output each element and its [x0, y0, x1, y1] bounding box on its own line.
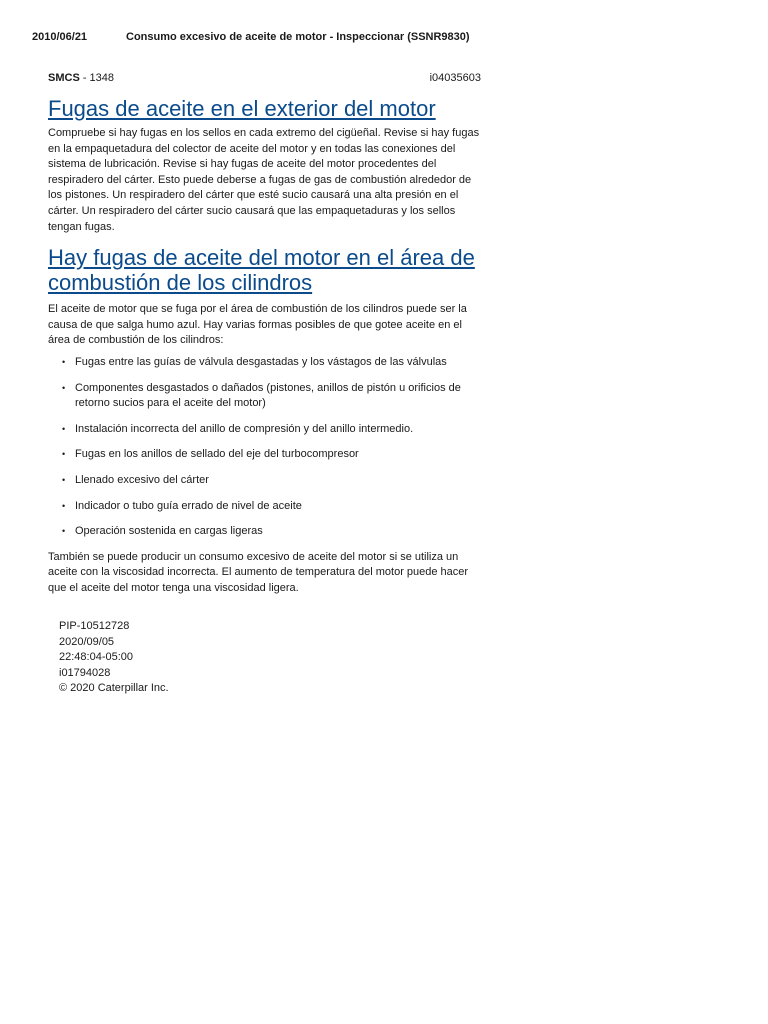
list-item-text: Indicador o tubo guía errado de nivel de aceite: [75, 499, 302, 512]
list-item: [62, 381, 481, 412]
section-closing-text: También se puede producir un consumo excesivo de aceite del motor si se utiliza un aceite con la viscosidad incorrecta. El aumento de temperatura del motor puede hacer que el aceite del motor tenga una viscosidad ligera.: [48, 550, 469, 594]
section-title-combustion-leaks[interactable]: Hay fugas de aceite del motor en el área de combustión de los cilindros: [48, 245, 475, 296]
list-item: [62, 422, 481, 438]
footer-id: i01794028: [59, 666, 111, 679]
footer-copyright: © 2020 Caterpillar Inc.: [59, 682, 169, 694]
smcs-value: - 1348: [79, 72, 115, 84]
footer-date: 2020/09/05: [59, 635, 115, 648]
bullet-icon: •: [62, 449, 66, 460]
list-item-text: Fugas entre las guías de válvula desgastadas y los vástagos de las válvulas: [75, 355, 447, 368]
document-content: [48, 71, 481, 596]
list-item: [62, 355, 481, 371]
bullet-icon: •: [62, 500, 66, 511]
causes-list: [48, 355, 481, 540]
header-date: 2010/06/21: [32, 31, 88, 43]
document-id: i04035603: [429, 72, 481, 84]
list-item: [62, 499, 481, 515]
list-item-text: Llenado excesivo del cárter: [75, 473, 209, 486]
list-item-text: Instalación incorrecta del anillo de compresión y del anillo intermedio.: [75, 422, 414, 435]
bullet-icon: •: [62, 474, 66, 485]
bullet-icon: •: [62, 423, 66, 434]
section-body-external-leaks: Compruebe si hay fugas en los sellos en cada extremo del cigüeñal. Revise si hay fugas en la empaquetadura del colector de aceite del motor y en todas las conexiones del sistema de lubricación. Revise si hay fugas de aceite del motor procedentes del respiradero del cárter. Esto puede deberse a fugas de gas de combustión alrededor de los pistones. Un respiradero del cárter que esté sucio causará una alta presión en el cárter. Un respiradero del cárter sucio causará que las empaquetaduras y los sellos tengan fugas.: [48, 127, 480, 233]
list-item-text: Componentes desgastados o dañados (pistones, anillos de pistón u orificios de retorno sucios para el aceite del motor): [75, 381, 461, 410]
list-item: [62, 447, 481, 463]
list-item-text: Fugas en los anillos de sellado del eje del turbocompresor: [75, 448, 359, 461]
section-title-external-leaks[interactable]: Fugas de aceite en el exterior del motor: [48, 96, 436, 121]
bullet-icon: •: [62, 382, 66, 393]
list-item: [62, 524, 481, 540]
header-title: Consumo excesivo de aceite de motor - Inspeccionar (SSNR9830): [126, 31, 470, 43]
footer-info: [59, 619, 169, 697]
smcs-code: [48, 71, 114, 85]
bullet-icon: •: [62, 526, 66, 537]
page-header: [32, 31, 470, 43]
footer-time: 22:48:04-05:00: [59, 651, 134, 663]
section-intro-combustion-leaks: El aceite de motor que se fuga por el área de combustión de los cilindros puede ser la causa de que salga humo azul. Hay varias formas posibles de que gotee aceite en el área de combustión de los cilindros:: [48, 303, 467, 347]
footer-pip: PIP-10512728: [59, 620, 130, 632]
smcs-label: SMCS: [48, 72, 80, 84]
bullet-icon: •: [62, 356, 66, 367]
list-item: [62, 473, 481, 489]
list-item-text: Operación sostenida en cargas ligeras: [75, 525, 263, 538]
meta-row: [48, 71, 481, 85]
